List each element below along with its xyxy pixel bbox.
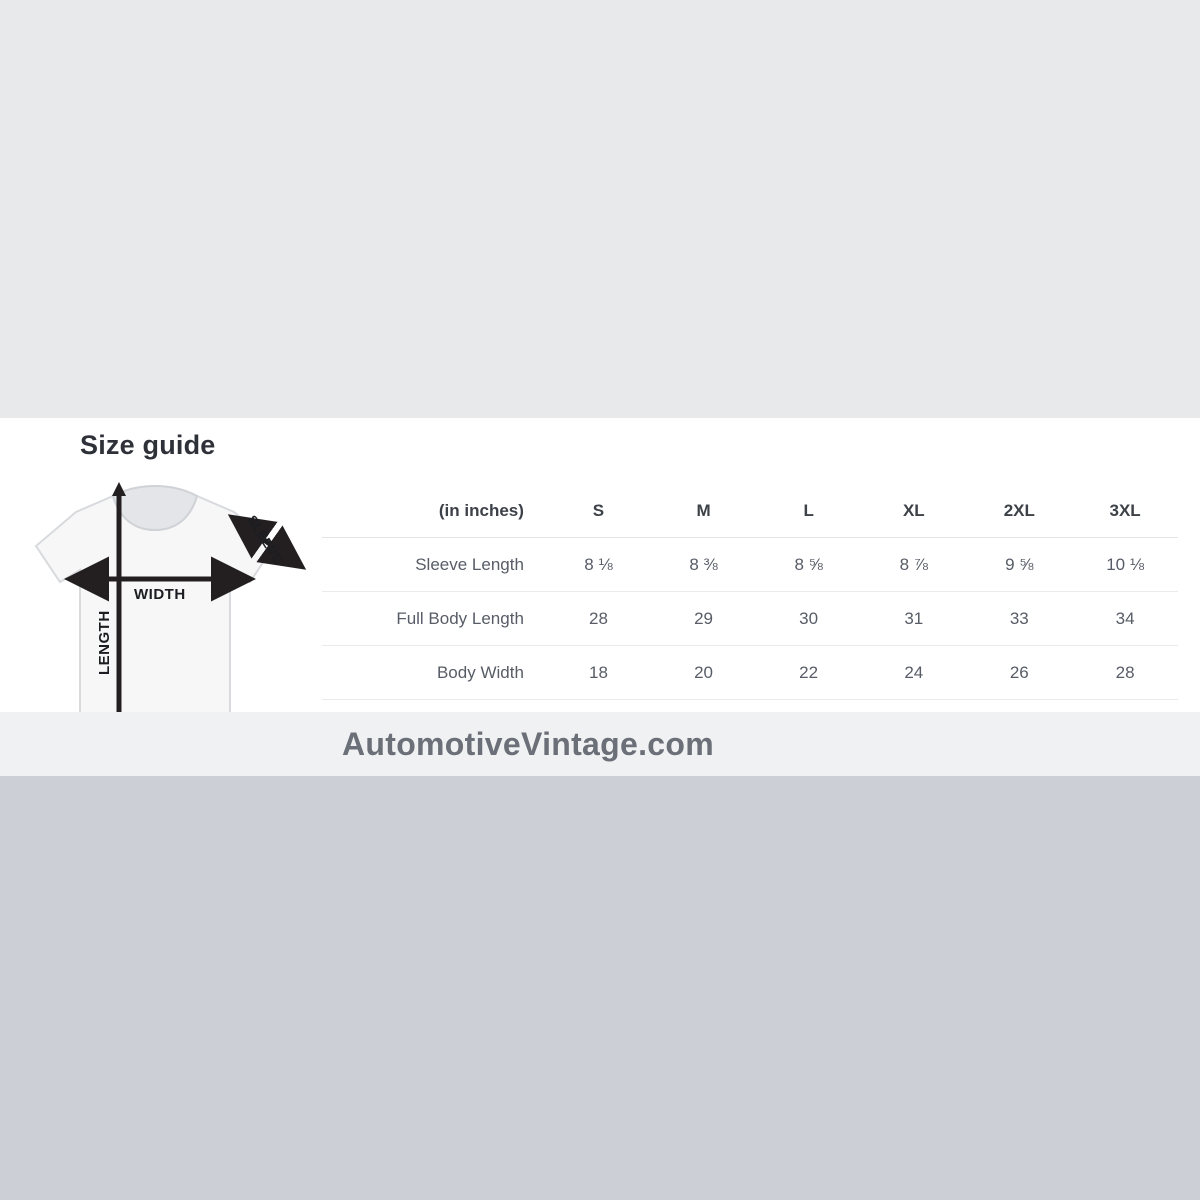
cell-full-body-length-xl: 31 xyxy=(861,592,966,646)
size-header-2xl: 2XL xyxy=(966,484,1072,538)
cell-body-width-3xl: 28 xyxy=(1072,646,1178,700)
size-table-wrapper xyxy=(322,484,1178,700)
table-row xyxy=(322,592,1178,646)
width-label: WIDTH xyxy=(134,586,186,603)
cell-body-width-l: 22 xyxy=(756,646,861,700)
cell-full-body-length-l: 30 xyxy=(756,592,861,646)
size-header-s: S xyxy=(546,484,651,538)
size-table xyxy=(322,484,1178,700)
top-background-band xyxy=(0,0,1200,418)
table-header-row xyxy=(322,484,1178,538)
cell-full-body-length-m: 29 xyxy=(651,592,756,646)
sleeve-label: SLEEVE xyxy=(244,512,286,567)
bottom-background-band xyxy=(0,776,1200,1200)
row-label-sleeve-length: Sleeve Length xyxy=(322,538,546,592)
cell-body-width-2xl: 26 xyxy=(966,646,1072,700)
table-row xyxy=(322,646,1178,700)
cell-sleeve-length-l: 8 ⅝ xyxy=(756,538,861,592)
cell-full-body-length-s: 28 xyxy=(546,592,651,646)
cell-full-body-length-3xl: 34 xyxy=(1072,592,1178,646)
size-header-3xl: 3XL xyxy=(1072,484,1178,538)
cell-sleeve-length-xl: 8 ⅞ xyxy=(861,538,966,592)
page-title: Size guide xyxy=(80,430,216,460)
size-table-header xyxy=(322,484,1178,538)
cell-body-width-xl: 24 xyxy=(861,646,966,700)
cell-sleeve-length-2xl: 9 ⅝ xyxy=(966,538,1072,592)
cell-full-body-length-2xl: 33 xyxy=(966,592,1072,646)
size-header-m: M xyxy=(651,484,756,538)
length-label: LENGTH xyxy=(96,610,113,675)
cell-sleeve-length-s: 8 ⅛ xyxy=(546,538,651,592)
size-header-xl: XL xyxy=(861,484,966,538)
length-arrow-head-top xyxy=(112,482,126,496)
row-label-full-body-length: Full Body Length xyxy=(322,592,546,646)
cell-sleeve-length-3xl: 10 ⅛ xyxy=(1072,538,1178,592)
cell-body-width-m: 20 xyxy=(651,646,756,700)
unit-header: (in inches) xyxy=(322,484,546,538)
size-table-body xyxy=(322,538,1178,700)
cell-sleeve-length-m: 8 ⅜ xyxy=(651,538,756,592)
cell-body-width-s: 18 xyxy=(546,646,651,700)
table-row xyxy=(322,538,1178,592)
brand-name: AutomotiveVintage.com xyxy=(342,726,714,762)
row-label-body-width: Body Width xyxy=(322,646,546,700)
size-header-l: L xyxy=(756,484,861,538)
